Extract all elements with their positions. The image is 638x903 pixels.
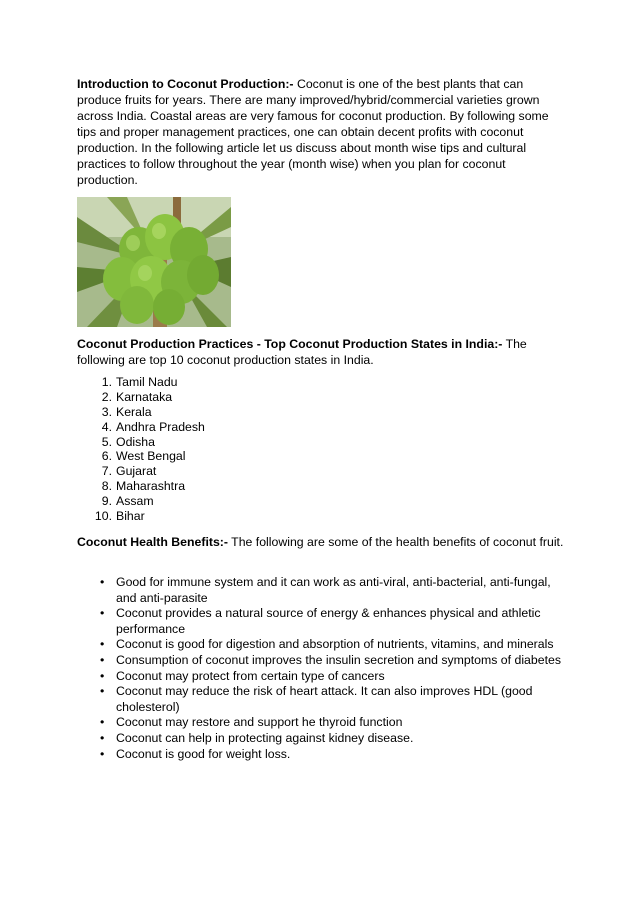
list-label: Maharashtra bbox=[116, 479, 186, 494]
list-item bbox=[77, 637, 567, 653]
list-number: 9. bbox=[101, 494, 112, 509]
coconut-photo bbox=[77, 197, 231, 327]
bullet-icon: • bbox=[100, 730, 105, 745]
states-heading: Coconut Production Practices - Top Coconut Production States in India:- bbox=[77, 337, 503, 351]
benefit-text: Coconut provides a natural source of energy & enhances physical and athletic performance bbox=[116, 606, 541, 636]
health-paragraph bbox=[77, 534, 567, 550]
list-number: 5. bbox=[101, 434, 112, 449]
intro-paragraph bbox=[77, 76, 567, 188]
list-number: 7. bbox=[101, 464, 112, 479]
health-heading: Coconut Health Benefits:- bbox=[77, 535, 228, 549]
list-label: Kerala bbox=[116, 404, 152, 419]
list-label: Tamil Nadu bbox=[116, 375, 178, 389]
list-number: 6. bbox=[101, 449, 112, 464]
intro-text: Coconut is one of the best plants that can produce fruits for years. There are many improved/hybrid/commercial varieties grown across India. Coastal areas are very famous for coconut production. By following some tips and proper management practices, one can obtain decent profits with coconut production. In the following article let us discuss about month wise tips and cultural practices to follow throughout the year (month wise) when you plan for coconut production. bbox=[77, 77, 549, 187]
list-number: 8. bbox=[101, 479, 112, 494]
list-label: Assam bbox=[116, 494, 154, 509]
list-number: 10. bbox=[94, 509, 112, 524]
benefit-text: Good for immune system and it can work as anti-viral, anti-bacterial, anti-fungal, and anti-parasite bbox=[116, 575, 551, 605]
list-number: 2. bbox=[101, 389, 112, 404]
list-label: Karnataka bbox=[116, 389, 173, 404]
benefit-text: Coconut may protect from certain type of cancers bbox=[116, 668, 385, 683]
benefit-text: Consumption of coconut improves the insulin secretion and symptoms of diabetes bbox=[116, 652, 561, 667]
bullet-icon: • bbox=[100, 652, 105, 667]
benefit-text: Coconut may restore and support he thyroid function bbox=[116, 715, 403, 730]
list-number: 4. bbox=[101, 419, 112, 434]
bullet-icon: • bbox=[100, 606, 105, 621]
bullet-icon: • bbox=[100, 668, 105, 683]
list-number: 1. bbox=[101, 375, 112, 389]
bullet-icon: • bbox=[100, 715, 105, 730]
list-item bbox=[77, 653, 567, 669]
benefits-list bbox=[77, 575, 567, 762]
health-text: The following are some of the health benefits of coconut fruit. bbox=[227, 535, 564, 549]
bullet-icon: • bbox=[100, 684, 105, 699]
states-paragraph bbox=[77, 336, 567, 368]
states-text: The following are top 10 coconut production states in India. bbox=[77, 337, 527, 367]
intro-heading: Introduction to Coconut Production:- bbox=[77, 77, 294, 91]
list-label: Bihar bbox=[116, 509, 145, 524]
benefit-text: Coconut is good for digestion and absorption of nutrients, vitamins, and minerals bbox=[116, 637, 554, 652]
list-label: Odisha bbox=[116, 434, 155, 449]
bullet-icon: • bbox=[100, 746, 105, 761]
list-number: 3. bbox=[101, 404, 112, 419]
bullet-icon: • bbox=[100, 575, 105, 589]
list-label: West Bengal bbox=[116, 449, 186, 464]
list-item bbox=[77, 731, 567, 747]
benefit-text: Coconut is good for weight loss. bbox=[116, 746, 291, 761]
bullet-icon: • bbox=[100, 637, 105, 652]
benefit-text: Coconut can help in protecting against kidney disease. bbox=[116, 730, 414, 745]
list-item bbox=[77, 747, 567, 763]
list-item bbox=[77, 715, 567, 731]
list-item bbox=[77, 575, 567, 606]
benefit-text: Coconut may reduce the risk of heart attack. It can also improves HDL (good cholesterol) bbox=[116, 684, 533, 714]
list-item bbox=[77, 669, 567, 685]
list-label: Andhra Pradesh bbox=[116, 419, 205, 434]
list-item bbox=[77, 684, 567, 715]
list-label: Gujarat bbox=[116, 464, 157, 479]
list-item bbox=[77, 606, 567, 637]
coconut-illustration bbox=[77, 197, 231, 327]
